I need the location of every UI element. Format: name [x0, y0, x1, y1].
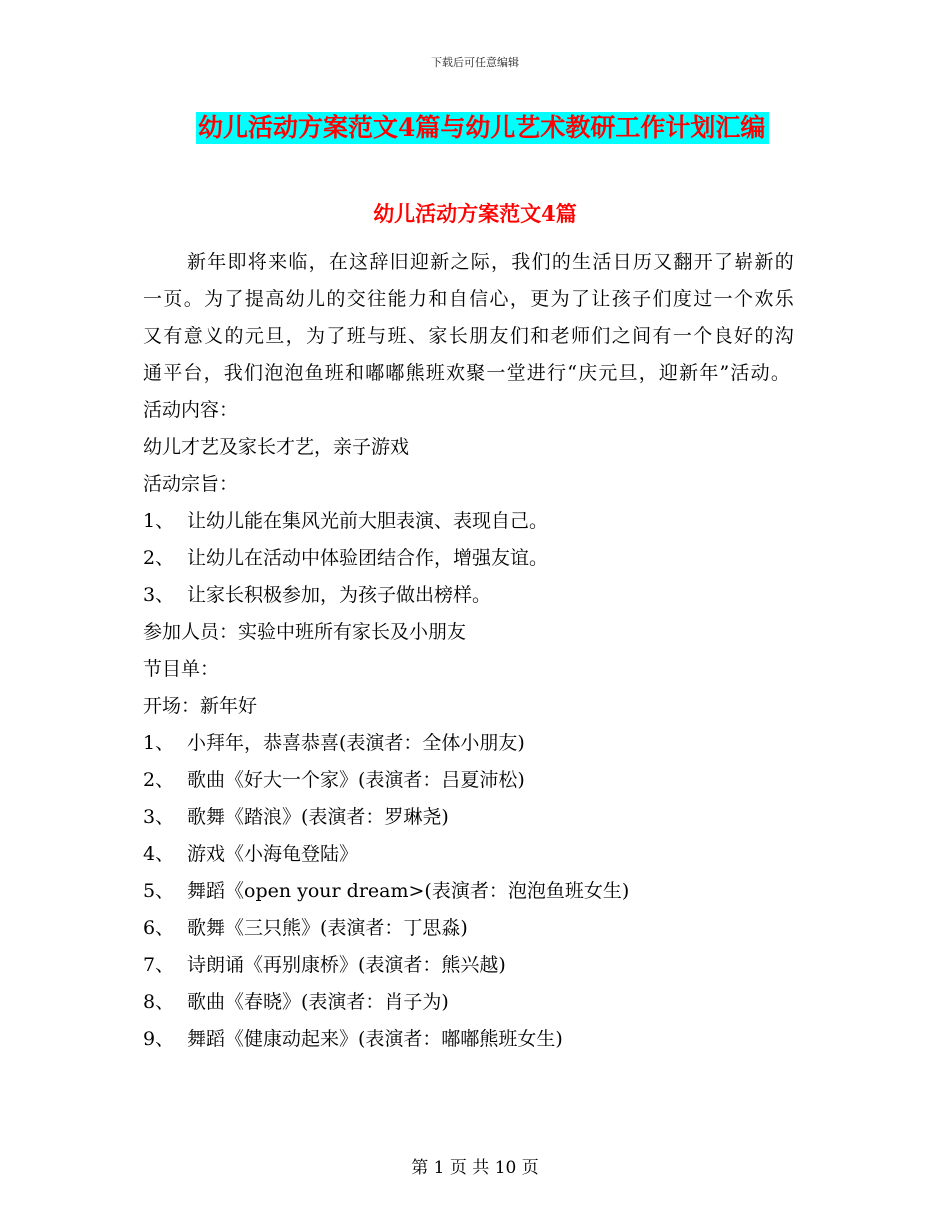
item-number: 5、: [143, 880, 175, 902]
content-label: 活动内容：: [143, 399, 239, 421]
program-item: [143, 836, 795, 873]
item-number: 7、: [143, 954, 175, 976]
purpose-label: 活动宗旨：: [143, 473, 239, 495]
item-number: 8、: [143, 991, 175, 1013]
purpose-item: [143, 503, 795, 540]
item-number: 1、: [143, 732, 175, 754]
page-footer: 第 1 页 共 10 页: [411, 1158, 539, 1178]
program-item: [143, 873, 795, 910]
opening-line: 开场：新年好: [143, 695, 258, 717]
item-number: 4、: [143, 843, 175, 865]
item-number: 3、: [143, 584, 175, 606]
item-text: 让家长积极参加，为孩子做出榜样。: [187, 584, 492, 606]
item-number: 2、: [143, 547, 175, 569]
item-number: 9、: [143, 1028, 175, 1050]
item-text: 歌舞《踏浪》(表演者：罗琳尧): [187, 806, 449, 828]
document-body: [143, 244, 795, 1058]
purpose-item: [143, 577, 795, 614]
item-number: 2、: [143, 769, 175, 791]
item-text: 舞蹈《open your dream>(表演者：泡泡鱼班女生): [187, 880, 630, 902]
item-text: 歌曲《好大一个家》(表演者：吕夏沛松): [187, 769, 525, 791]
item-text: 歌曲《春晓》(表演者：肖子为): [187, 991, 449, 1013]
item-number: 6、: [143, 917, 175, 939]
program-item: [143, 799, 795, 836]
item-text: 舞蹈《健康动起来》(表演者：嘟嘟熊班女生): [187, 1028, 563, 1050]
program-item: [143, 725, 795, 762]
purpose-item: [143, 540, 795, 577]
item-text: 游戏《小海龟登陆》: [187, 843, 359, 865]
program-item: [143, 910, 795, 947]
header-note: 下载后可任意编辑: [431, 56, 519, 69]
participants-line: 参加人员：实验中班所有家长及小朋友: [143, 621, 467, 643]
item-text: 歌舞《三只熊》(表演者：丁思淼): [187, 917, 468, 939]
program-item: [143, 984, 795, 1021]
item-number: 3、: [143, 806, 175, 828]
program-item: [143, 762, 795, 799]
item-text: 诗朗诵《再别康桥》(表演者：熊兴越): [187, 954, 506, 976]
document-title: 幼儿活动方案范文4篇与幼儿艺术教研工作计划汇编: [196, 112, 769, 144]
section-title: 幼儿活动方案范文4篇: [373, 201, 577, 226]
program-item: [143, 947, 795, 984]
item-text: 让幼儿在活动中体验团结合作，增强友谊。: [187, 547, 549, 569]
item-text: 让幼儿能在集风光前大胆表演、表现自己。: [187, 510, 549, 532]
program-label: 节目单：: [143, 658, 220, 680]
item-number: 1、: [143, 510, 175, 532]
item-text: 小拜年，恭喜恭喜(表演者：全体小朋友): [187, 732, 525, 754]
program-item: [143, 1021, 795, 1058]
intro-paragraph: 新年即将来临，在这辞旧迎新之际，我们的生活日历又翻开了崭新的一页。为了提高幼儿的交往能力和自信心，更为了让孩子们度过一个欢乐又有意义的元旦，为了班与班、家长朋友们和老师们之间有一个良好的沟通平台，我们泡泡鱼班和嘟嘟熊班欢聚一堂进行“庆元旦，迎新年”活动。: [143, 251, 795, 384]
content-text: 幼儿才艺及家长才艺，亲子游戏: [143, 436, 410, 458]
